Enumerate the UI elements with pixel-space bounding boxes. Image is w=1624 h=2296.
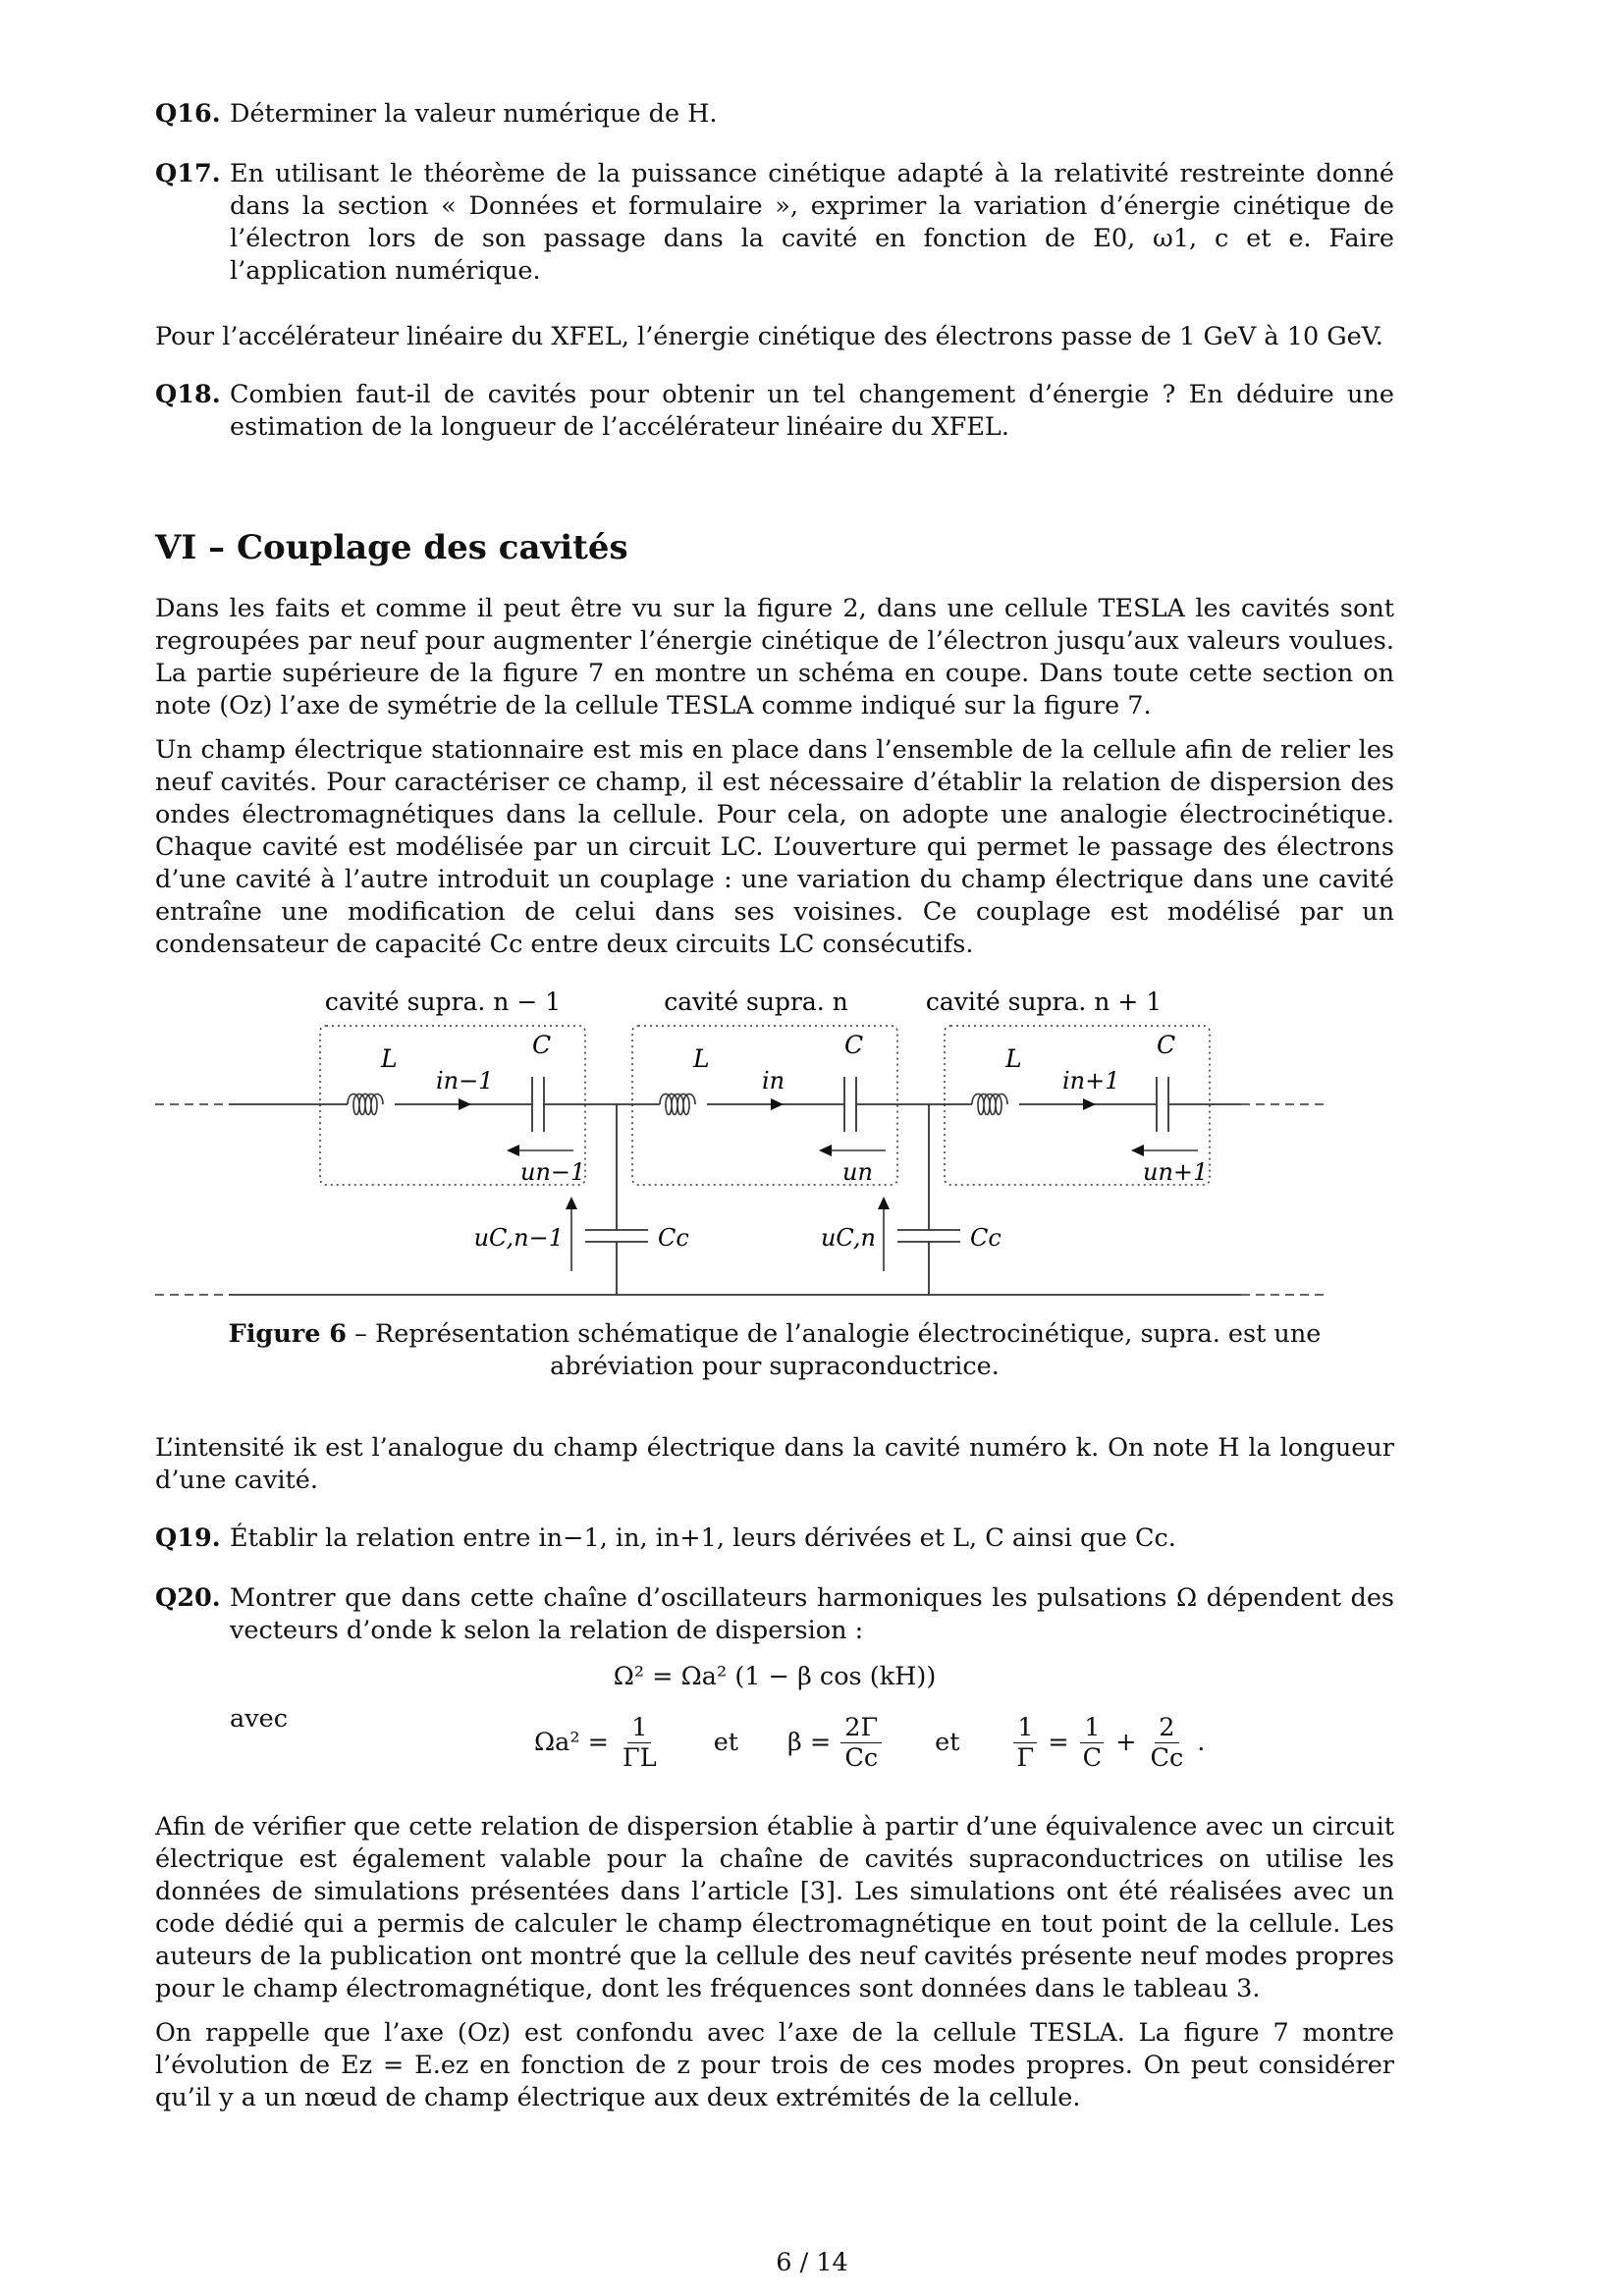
- denominator: Cc: [844, 1742, 879, 1773]
- question-number: Q16.: [155, 99, 221, 129]
- figure-caption: [214, 1318, 1335, 1383]
- cavity-label-n: cavité supra. n: [664, 988, 848, 1016]
- dispersion-equation: Ω² = Ωa² (1 − β cos (kH)): [613, 1662, 937, 1691]
- question-number: Q20.: [155, 1583, 221, 1613]
- fraction: [1146, 1713, 1187, 1773]
- denominator: C: [1082, 1742, 1103, 1773]
- paragraph-ik: L’intensité ik est l’analogue du champ électrique dans la cavité numéro k. On note H la longueur d’une cavité.: [155, 1433, 1394, 1495]
- question-text: Combien faut-il de cavités pour obtenir un tel changement d’énergie ? En déduire une estimation de la longueur de l’accélérateur linéaire du XFEL.: [230, 380, 1394, 442]
- numerator: 2: [1155, 1713, 1178, 1743]
- beta-definition: [787, 1713, 886, 1773]
- caption-text: – Représentation schématique de l’analogie électrocinétique, supra. est une abréviation pour supraconductrice.: [347, 1319, 1322, 1381]
- coupling-voltage-arrowhead: [566, 1197, 890, 1209]
- beta-symbol: β =: [787, 1727, 832, 1757]
- equation-definitions: [155, 1703, 1394, 1782]
- question-text: Montrer que dans cette chaîne d’oscillateurs harmoniques les pulsations Ω dépendent des vecteurs d’onde k selon la relation de dispersion :: [230, 1583, 1394, 1645]
- inductor-label: L: [381, 1044, 398, 1073]
- paragraph-end-1: Afin de vérifier que cette relation de dispersion établie à partir d’une équivalence avec un circuit électrique est également valable pour la chaîne de cavités supraconductrices on utilise les données de simulations présentées dans l’article [3]. Les simulations ont été réalisées avec un code dédié qui a permis de calculer le champ électromagnétique en tout point de la cellule. Les auteurs de la publication ont montré que la cellule des neuf cavités présente neuf modes propres pour le champ électromagnétique, dont les fréquences sont données dans le tableau 3.: [155, 1812, 1394, 2003]
- inductor-label: L: [693, 1044, 710, 1073]
- coupling-voltage-label: uC,n−1: [473, 1224, 564, 1252]
- question-q20: [155, 1582, 1394, 1647]
- current-label: in−1: [436, 1067, 494, 1095]
- question-text: Déterminer la valeur numérique de H.: [230, 99, 718, 129]
- period: .: [1197, 1727, 1206, 1757]
- xfel-paragraph: Pour l’accélérateur linéaire du XFEL, l’énergie cinétique des électrons passe de 1 GeV à 10 GeV.: [155, 322, 1383, 351]
- capacitor-label: C: [844, 1031, 864, 1059]
- denominator: ΓL: [623, 1742, 657, 1773]
- page-content: [155, 98, 1394, 2126]
- voltage-label: un−1: [520, 1158, 586, 1186]
- coupling-cap-label: Cc: [658, 1224, 689, 1252]
- voltage-label: un+1: [1143, 1158, 1209, 1186]
- numerator: 1: [627, 1713, 651, 1743]
- capacitor-label: C: [1157, 1031, 1176, 1059]
- cavity-label-n-plus-1: cavité supra. n + 1: [925, 988, 1163, 1016]
- et-word: et: [713, 1727, 739, 1757]
- cavity-label-n-minus-1: cavité supra. n − 1: [324, 988, 562, 1016]
- section-title: VI – Couplage des cavités: [155, 528, 628, 567]
- coupling-cap-label: Cc: [970, 1224, 1001, 1252]
- omega-a-symbol: Ωa² =: [534, 1727, 610, 1757]
- inductor-label: L: [1005, 1044, 1022, 1073]
- denominator: Cc: [1150, 1742, 1184, 1773]
- numerator: 1: [1080, 1713, 1104, 1743]
- voltage-label: un: [842, 1158, 873, 1186]
- coupling-voltage-label: uC,n: [820, 1224, 876, 1252]
- equals-sign: =: [1048, 1727, 1069, 1757]
- section-paragraph-2: Un champ électrique stationnaire est mis en place dans l’ensemble de la cellule afin de relier les neuf cavités. Pour caractériser ce champ, il est nécessaire d’établir la relation de dispersion des ondes électromagnétiques dans la cellule. Pour cela, on adopte une analogie électrocinétique. Chaque cavité est modélisée par un circuit LC. L’ouverture qui permet le passage des électrons d’une cavité à l’autre introduit un couplage : une variation du champ électrique dans une cavité entraîne une modification de celui dans ses voisines. Ce couplage est modélisé par un condensateur de capacité Cc entre deux circuits LC consécutifs.: [155, 735, 1394, 959]
- gamma-definition: [1009, 1713, 1206, 1773]
- circuit-diagram: [155, 979, 1394, 1312]
- question-number: Q18.: [155, 380, 221, 409]
- avec-label: avec: [230, 1704, 288, 1734]
- question-number: Q19.: [155, 1523, 221, 1553]
- numerator: 2Γ: [840, 1713, 882, 1743]
- coupling-branch: [585, 1104, 960, 1295]
- question-q18: [155, 379, 1394, 444]
- omega-a-definition: [534, 1713, 665, 1773]
- page-number: 6 / 14: [776, 2248, 848, 2277]
- question-text: En utilisant le théorème de la puissance cinétique adapté à la relativité restreinte donné dans la section « Données et formulaire », exprimer la variation d’énergie cinétique de l’électron lors de son passage dans la cavité en fonction de E0, ω1, c et e. Faire l’application numérique.: [230, 159, 1394, 286]
- denominator: Γ: [1016, 1742, 1035, 1773]
- fraction: [1013, 1713, 1039, 1773]
- et-word: et: [935, 1727, 960, 1757]
- question-text: Établir la relation entre in−1, in, in+1, leurs dérivées et L, C ainsi que Cc.: [230, 1523, 1176, 1553]
- question-q16: [155, 98, 1394, 131]
- current-label: in+1: [1062, 1067, 1120, 1095]
- fraction: [1079, 1713, 1107, 1773]
- definition-equations: [534, 1713, 1394, 1773]
- current-label: in: [762, 1067, 785, 1095]
- plus-sign: +: [1115, 1727, 1137, 1757]
- question-q19: [155, 1522, 1394, 1555]
- capacitor-label: C: [532, 1031, 552, 1059]
- question-q17: [155, 158, 1394, 288]
- fraction: [840, 1713, 882, 1773]
- fraction: [619, 1713, 661, 1773]
- paragraph-end-2: On rappelle que l’axe (Oz) est confondu avec l’axe de la cellule TESLA. La figure 7 montre l’évolution de Ez = E.ez en fonction de z pour trois de ces modes propres. On peut considérer qu’il y a un nœud de champ électrique aux deux extrémités de la cellule.: [155, 2018, 1394, 2112]
- caption-label: Figure 6: [228, 1319, 348, 1349]
- voltage-arrowhead: [507, 1145, 1144, 1156]
- numerator: 1: [1013, 1713, 1037, 1743]
- figure-6-circuit: [155, 979, 1394, 1312]
- question-number: Q17.: [155, 159, 221, 188]
- section-paragraph-1: Dans les faits et comme il peut être vu sur la figure 2, dans une cellule TESLA les cavités sont regroupées par neuf pour augmenter l’énergie cinétique de l’électron jusqu’aux valeurs voulues. La partie supérieure de la figure 7 en montre un schéma en coupe. Dans toute cette section on note (Oz) l’axe de symétrie de la cellule TESLA comme indiqué sur la figure 7.: [155, 594, 1394, 721]
